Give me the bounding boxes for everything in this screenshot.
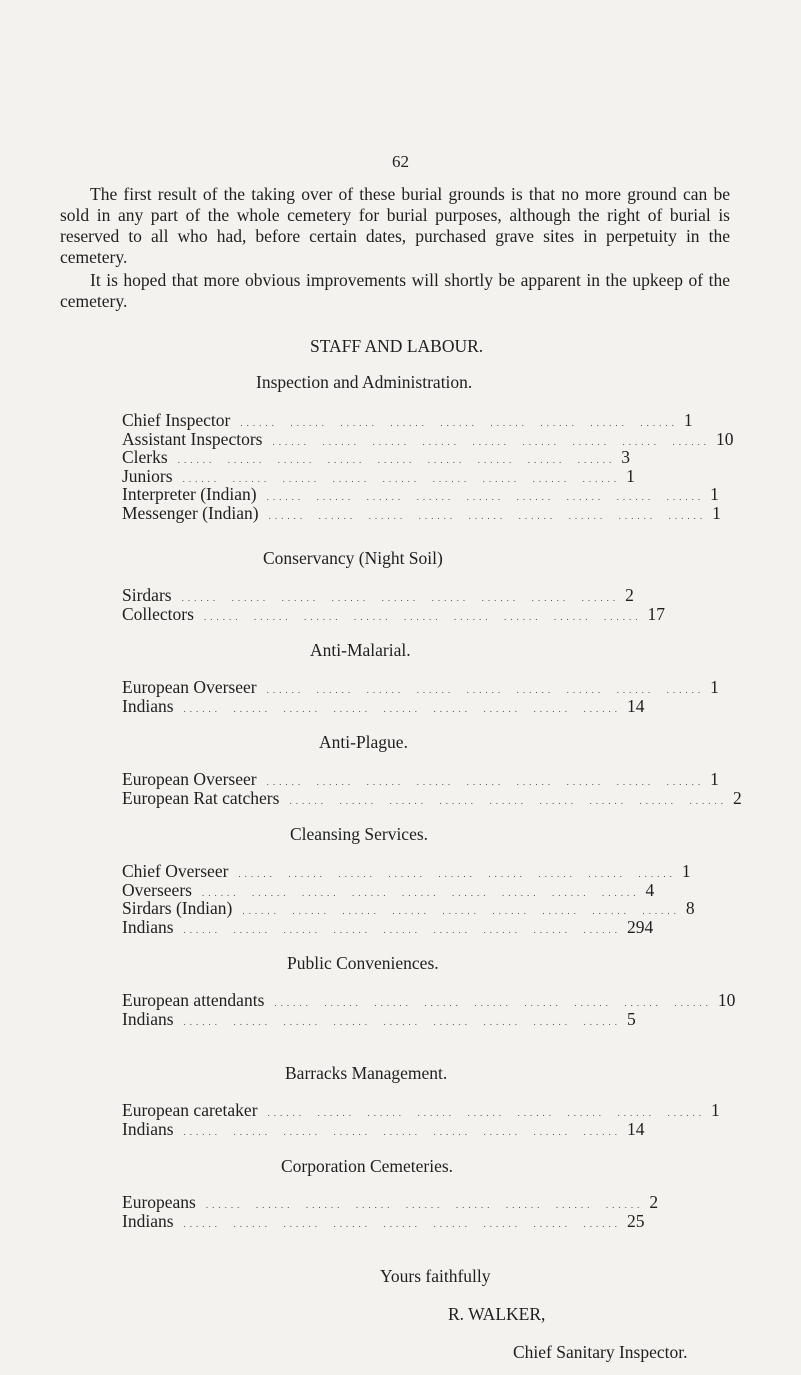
list-item: Indians ...... ...... ...... ...... ...... ...... ...... ...... ...... 294	[122, 916, 654, 937]
list-item: European Overseer ...... ...... ...... ...... ...... ...... ...... ...... ...... 1	[122, 677, 719, 697]
list-item: Sirdars ...... ...... ...... ...... ...... ...... ...... ...... ...... 2	[122, 585, 634, 605]
section-heading	[0, 1062, 801, 1084]
section-title-public-conveniences: Public Conveniences.	[287, 953, 439, 973]
section-heading	[0, 547, 801, 569]
section-rows-cleansing	[122, 861, 695, 937]
section-title-conservancy: Conservancy (Night Soil)	[263, 548, 443, 568]
main-heading-text: STAFF AND LABOUR.	[310, 336, 484, 356]
section-title-cleansing: Cleansing Services.	[290, 824, 429, 844]
list-item: Indians ...... ...... ...... ...... ...... ...... ...... ...... ...... 5	[122, 1008, 636, 1029]
signatory-name: R. WALKER,	[448, 1304, 546, 1324]
section-rows-inspection	[122, 410, 734, 523]
list-item: Indians ...... ...... ...... ...... ...... ...... ...... ...... ...... 14	[122, 695, 645, 716]
section-rows-anti-malarial	[122, 677, 719, 716]
list-item: Assistant Inspectors ...... ...... ...... ...... ...... ...... ...... ...... ...... 10	[122, 428, 734, 449]
list-item: Juniors ...... ...... ...... ...... ...... ...... ...... ...... ...... 1	[122, 465, 635, 486]
section-title-inspection: Inspection and Administration.	[256, 372, 473, 392]
list-item: European Overseer ...... ...... ...... ...... ...... ...... ...... ...... ...... 1	[122, 769, 719, 789]
list-item: European Rat catchers ...... ...... ...... ...... ...... ...... ...... ...... ...... 2	[122, 787, 742, 808]
section-rows-anti-plague	[122, 769, 742, 808]
section-rows-conservancy	[122, 585, 665, 624]
list-item: Sirdars (Indian) ...... ...... ...... ...... ...... ...... ...... ...... ...... 8	[122, 898, 695, 918]
paragraph-burial-grounds: The first result of the taking over of these burial grounds is that no more ground can be sold in any part of the whole cemetery for burial purposes, although the right of burial is reserved to all who had, before certain dates, purchased grave sites in perpetuity in the cemetery.	[60, 184, 730, 267]
section-rows-corporation-cemeteries	[122, 1192, 659, 1231]
section-title-anti-plague: Anti-Plague.	[319, 732, 408, 752]
section-rows-barracks	[122, 1100, 720, 1139]
section-title-barracks: Barracks Management.	[285, 1063, 448, 1083]
section-heading	[0, 952, 801, 974]
page-number: 62	[392, 152, 409, 171]
list-item: Indians ...... ...... ...... ...... ...... ...... ...... ...... ...... 25	[122, 1210, 645, 1231]
list-item: Europeans ...... ...... ...... ...... ...... ...... ...... ...... ...... 2	[122, 1192, 659, 1212]
list-item: Messenger (Indian) ...... ...... ...... ...... ...... ...... ...... ...... ...... 1	[122, 502, 721, 523]
list-item: European attendants ...... ...... ...... ...... ...... ...... ...... ...... ...... 10	[122, 990, 736, 1010]
list-item: Clerks ...... ...... ...... ...... ...... ...... ...... ...... ...... 3	[122, 447, 630, 467]
section-title-anti-malarial: Anti-Malarial.	[310, 640, 411, 660]
section-heading	[0, 639, 801, 661]
list-item: Collectors ...... ...... ...... ...... ...... ...... ...... ...... ...... 17	[122, 603, 665, 624]
list-item: Indians ...... ...... ...... ...... ...... ...... ...... ...... ...... 14	[122, 1118, 645, 1139]
paragraph-improvements: It is hoped that more obvious improvements will shortly be apparent in the upkeep of the cemetery.	[60, 270, 730, 311]
list-item: Overseers ...... ...... ...... ...... ...... ...... ...... ...... ...... 4	[122, 879, 655, 900]
section-heading	[0, 823, 801, 845]
list-item: Interpreter (Indian) ...... ...... ...... ...... ...... ...... ...... ...... ...... 1	[122, 484, 719, 504]
section-heading	[0, 1155, 801, 1177]
main-heading	[0, 335, 801, 357]
section-rows-public-conveniences	[122, 990, 736, 1029]
signatory-title: Chief Sanitary Inspector.	[513, 1342, 688, 1362]
closing: Yours faithfully	[380, 1266, 491, 1286]
list-item: European caretaker ...... ...... ...... ...... ...... ...... ...... ...... ...... 1	[122, 1100, 720, 1120]
section-title-corporation-cemeteries: Corporation Cemeteries.	[281, 1156, 454, 1176]
list-item: Chief Inspector ...... ...... ...... ...... ...... ...... ...... ...... ...... 1	[122, 410, 693, 430]
list-item: Chief Overseer ...... ...... ...... ...... ...... ...... ...... ...... ...... 1	[122, 861, 691, 881]
section-heading	[0, 731, 801, 753]
section-heading	[0, 371, 801, 393]
